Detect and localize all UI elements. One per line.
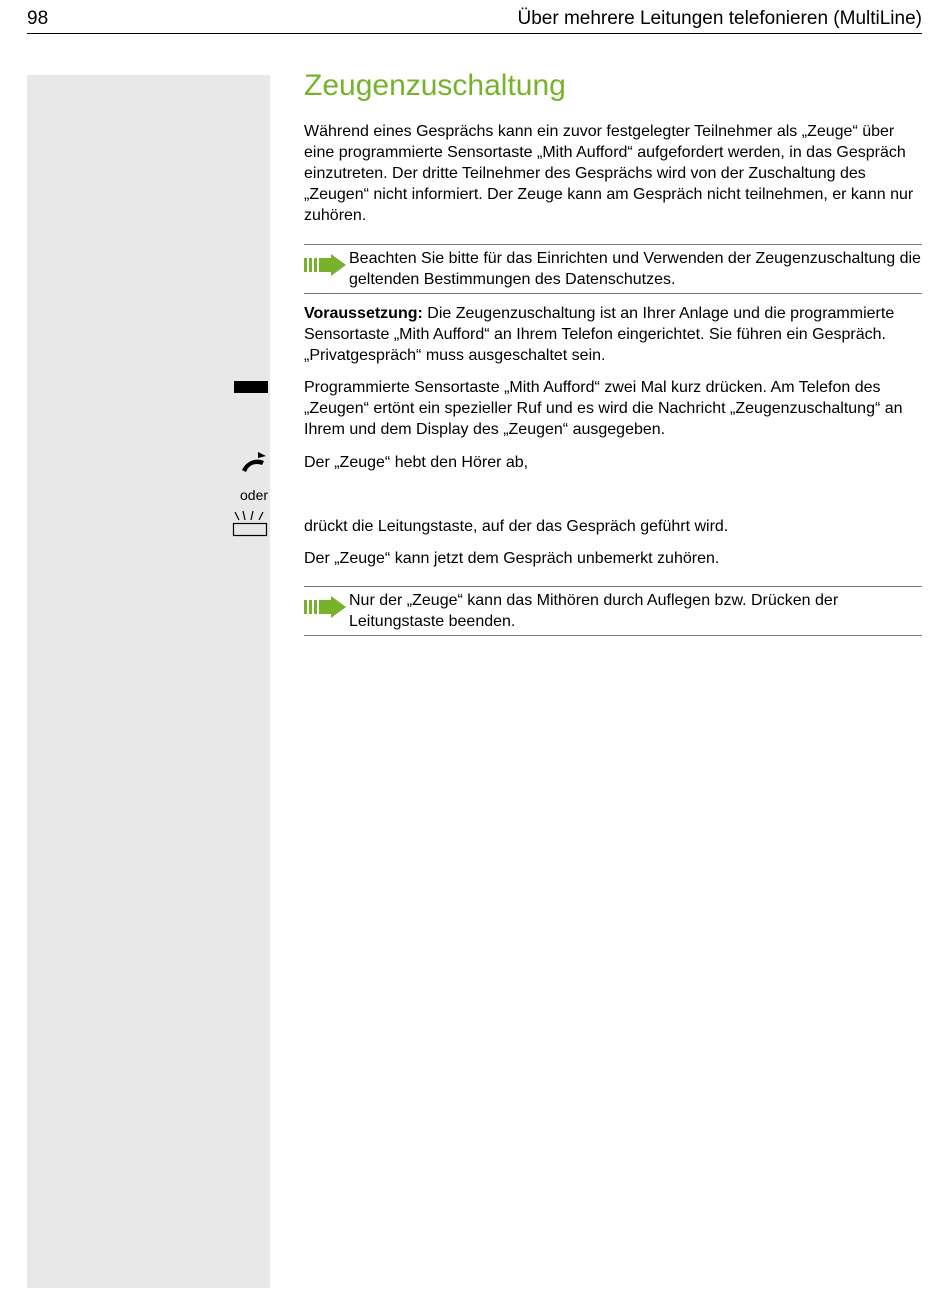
- note-text-privacy: Beachten Sie bitte für das Einrichten und Verwenden der Zeugenzuschaltung die geltenden Bestimmungen des Datenschutzes.: [349, 250, 921, 288]
- margin-column: [27, 75, 270, 1288]
- arrow-right-icon: [304, 254, 346, 276]
- step-listen: Der „Zeuge“ kann jetzt dem Gespräch unbemerkt zuhören.: [304, 550, 720, 567]
- step-lift-handset: Der „Zeuge“ hebt den Hörer ab,: [304, 454, 529, 471]
- or-label: oder: [240, 487, 269, 503]
- step-press-key: Programmierte Sensortaste „Mith Aufford“ zwei Mal kurz drücken. Am Telefon des „Zeugen“ ertönt ein spezieller Ruf und es wird die Nachricht „Zeugenzuschaltung“ an Ihrem und dem Display des „Zeugen“ ausgegeben.: [304, 379, 903, 438]
- step-press-line-key: drückt die Leitungstaste, auf der das Gespräch geführt wird.: [304, 518, 729, 535]
- arrow-right-icon: [304, 596, 346, 618]
- prerequisite-paragraph: [304, 303, 922, 366]
- intro-paragraph: Während eines Gesprächs kann ein zuvor festgelegter Teilnehmer als „Zeuge“ über eine programmierte Sensortaste „Mith Aufford“ aufgefordert werden, in das Gespräch einzutreten. Der dritte Teilnehmer des Gesprächs wird von der Zuschaltung des „Zeugen“ nicht informiert. Der Zeuge kann am Gespräch nicht teilnehmen, er kann nur zuhören.: [304, 123, 914, 224]
- note-box-privacy: [304, 244, 922, 294]
- chapter-title: Über mehrere Leitungen telefonieren (MultiLine): [517, 8, 922, 29]
- prerequisite-text: Die Zeugenzuschaltung ist an Ihrer Anlage und die programmierte Sensortaste „Mith Aufford“ an Ihrem Telefon eingerichtet. Sie führen ein Gespräch. „Privatgespräch“ muss ausgeschaltet sein.: [304, 305, 895, 364]
- line-key-flashing-icon: [232, 510, 268, 537]
- section-title: Zeugenzuschaltung: [304, 69, 566, 102]
- prerequisite-label: Voraussetzung:: [304, 305, 423, 322]
- note-text-end: Nur der „Zeuge“ kann das Mithören durch Auflegen bzw. Drücken der Leitungstaste beenden.: [349, 592, 839, 630]
- sensor-key-icon: [234, 381, 268, 393]
- handset-lift-icon: [240, 452, 270, 474]
- note-box-end: [304, 586, 922, 636]
- page-header: [27, 6, 922, 34]
- page-number: 98: [27, 8, 49, 29]
